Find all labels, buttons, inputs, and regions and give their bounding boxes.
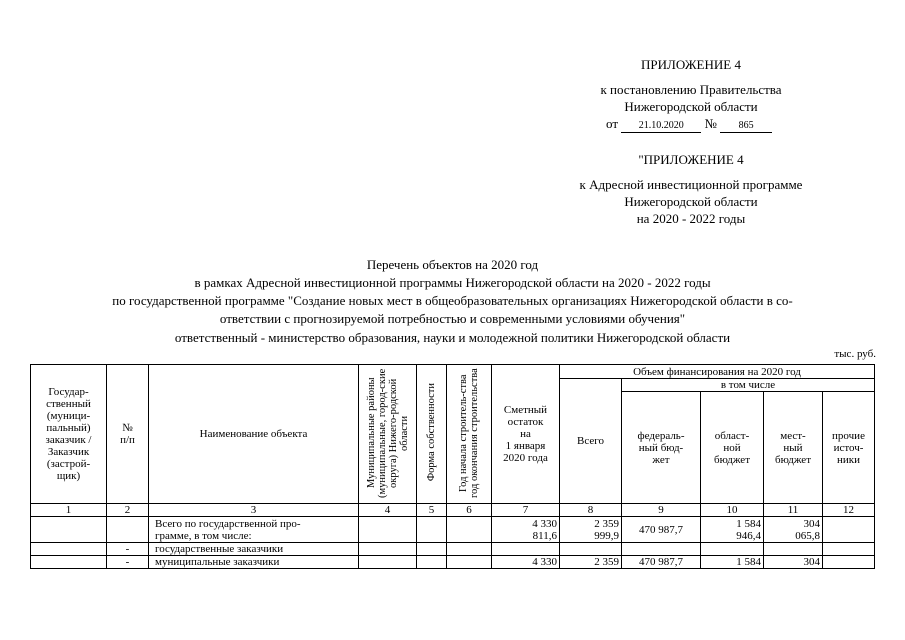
header-local: мест- ный бюджет: [764, 392, 823, 504]
cell-num: -: [107, 543, 149, 556]
header-ownership-cell: [417, 365, 447, 504]
resolution-date: 21.10.2020: [621, 120, 701, 133]
column-number: 12: [823, 504, 875, 517]
resolution-date-line: [606, 115, 806, 133]
header-federal: федераль- ный бюд- жет: [622, 392, 701, 504]
header-years-cell: [447, 365, 492, 504]
header-districts-cell: [359, 365, 417, 504]
header-object-name: Наименование объекта: [149, 365, 359, 504]
cell-years: [447, 543, 492, 556]
appendix-heading-2: "ПРИЛОЖЕНИЕ 4: [638, 152, 744, 167]
cell-estimate: 4 330 811,6: [492, 517, 560, 543]
cell-ownership: [417, 543, 447, 556]
title-line-3: по государственной программе "Создание новых мест в общеобразовательных организациях Нижегородской области в со-: [112, 293, 793, 308]
from-label: от: [606, 116, 619, 131]
table-row: [31, 543, 875, 556]
table-row: [31, 556, 875, 569]
appendix-heading: ПРИЛОЖЕНИЕ 4: [641, 57, 741, 72]
cell-local: 304: [764, 556, 823, 569]
cell-other: [823, 543, 875, 556]
header-total: Всего: [560, 379, 622, 504]
cell-total: 2 359: [560, 556, 622, 569]
cell-local: 304 065,8: [764, 517, 823, 543]
cell-federal: 470 987,7: [622, 517, 701, 543]
cell-customer: [31, 556, 107, 569]
cell-object-name: муниципальные заказчики: [149, 556, 359, 569]
cell-districts: [359, 517, 417, 543]
units-label: тыс. руб.: [834, 348, 876, 360]
cell-districts: [359, 556, 417, 569]
header-estimate: Сметный остаток на 1 января 2020 года: [492, 365, 560, 504]
cell-ownership: [417, 556, 447, 569]
column-number: 6: [447, 504, 492, 517]
cell-customer: [31, 517, 107, 543]
column-number: 1: [31, 504, 107, 517]
cell-federal: [622, 543, 701, 556]
column-number: 4: [359, 504, 417, 517]
resolution-number: 865: [720, 120, 772, 133]
cell-estimate: 4 330: [492, 556, 560, 569]
resolution-line-1: к постановлению Правительства: [600, 82, 782, 97]
resolution-line-2: Нижегородской области: [624, 99, 758, 114]
title-line-5: ответственный - министерство образования, науки и молодежной политики Нижегородской области: [174, 330, 731, 345]
header-ownership: Форма собственности: [426, 383, 437, 482]
column-number: 11: [764, 504, 823, 517]
header-regional: област- ной бюджет: [701, 392, 764, 504]
title-line-4: ответствии с прогнозируемой потребностью и современными условиями обучения": [219, 311, 686, 326]
cell-customer: [31, 543, 107, 556]
header-other: прочие источ- ники: [823, 392, 875, 504]
title-line-1: Перечень объектов на 2020 год: [366, 257, 539, 272]
header-num: № п/п: [107, 365, 149, 504]
column-number: 7: [492, 504, 560, 517]
column-number: 5: [417, 504, 447, 517]
cell-num: -: [107, 556, 149, 569]
cell-object-name: государственные заказчики: [149, 543, 359, 556]
cell-regional: [701, 543, 764, 556]
number-sign: №: [704, 116, 717, 131]
header-financing: Объем финансирования на 2020 год: [560, 365, 875, 379]
header-districts: Муниципальные районы (муниципальные, город-ские округа) Нижего-родской области: [365, 367, 410, 498]
cell-federal: 470 987,7: [622, 556, 701, 569]
column-number: 8: [560, 504, 622, 517]
column-number: 9: [622, 504, 701, 517]
cell-years: [447, 517, 492, 543]
table-row: [31, 517, 875, 543]
column-number: 2: [107, 504, 149, 517]
cell-other: [823, 556, 875, 569]
header-years: Год начала строитель-ства год окончания строительства: [458, 367, 480, 498]
cell-object-name: Всего по государственной про- грамме, в том числе:: [149, 517, 359, 543]
cell-num: [107, 517, 149, 543]
cell-local: [764, 543, 823, 556]
column-number: 10: [701, 504, 764, 517]
program-line-1: к Адресной инвестиционной программе: [579, 177, 803, 192]
cell-years: [447, 556, 492, 569]
header-customer: Государ- ственный (муници- пальный) заказчик / Заказчик (застрой- щик): [31, 365, 107, 504]
cell-total: 2 359 999,9: [560, 517, 622, 543]
column-number: 3: [149, 504, 359, 517]
cell-regional: 1 584: [701, 556, 764, 569]
column-number-row: [31, 504, 875, 517]
cell-estimate: [492, 543, 560, 556]
program-line-2: Нижегородской области: [624, 194, 758, 209]
header-including: в том числе: [622, 379, 875, 392]
title-line-2: в рамках Адресной инвестиционной программы Нижегородской области на 2020 - 2022 годы: [194, 275, 711, 290]
cell-total: [560, 543, 622, 556]
cell-ownership: [417, 517, 447, 543]
cell-districts: [359, 543, 417, 556]
objects-table: [30, 364, 875, 569]
cell-regional: 1 584 946,4: [701, 517, 764, 543]
cell-other: [823, 517, 875, 543]
program-line-3: на 2020 - 2022 годы: [636, 211, 746, 226]
